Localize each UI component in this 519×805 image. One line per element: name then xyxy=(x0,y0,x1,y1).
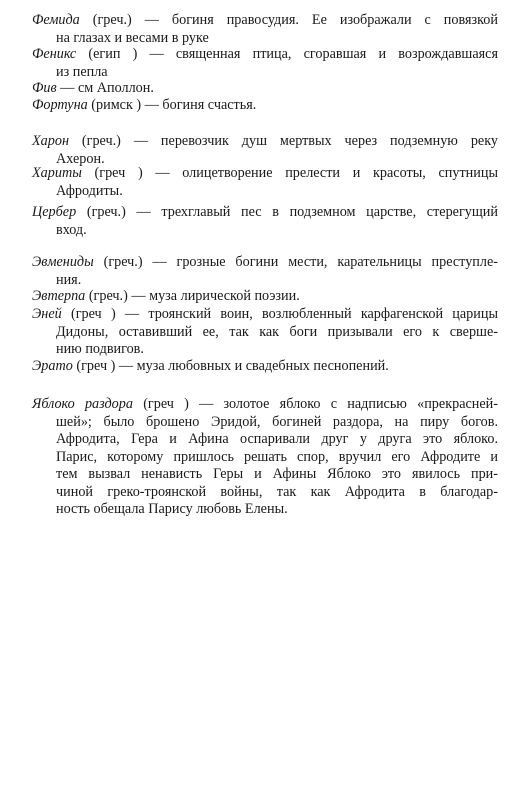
entry-line xyxy=(32,288,498,306)
entry-definition: (греч.) — трехглавый пес в подземном царстве, стерегущий xyxy=(76,204,498,220)
entry-term: Цербер xyxy=(32,204,77,220)
entry-femida xyxy=(32,12,498,47)
entry-definition: (римск ) — богиня счастья. xyxy=(87,97,257,113)
entry-definition: (греч.) — перевозчик душ мертвых через подземную реку xyxy=(69,133,498,149)
entry-term: Яблоко раздора xyxy=(32,396,133,412)
entry-line: на глазах и весами в руке xyxy=(56,29,209,46)
entry-line: Парис, которому пришлось решать спор, вручил его Афродите и xyxy=(56,448,498,465)
entry-line xyxy=(32,12,498,30)
entry-line: вход. xyxy=(56,221,87,238)
entry-definition: (егип ) — священная птица, сгоравшая и возрождавшаяся xyxy=(76,46,498,62)
entry-line: шей»; было брошено Эридой, богиней раздора, на пиру богов. xyxy=(56,413,498,430)
entry-term: Фив xyxy=(32,80,57,96)
entry-definition: (греч.) — муза лирической поэзии. xyxy=(85,288,300,304)
entry-definition: (греч ) — троянский воин, возлюбленный карфагенской царицы xyxy=(61,306,498,322)
entry-line xyxy=(32,204,498,222)
entry-evterpa xyxy=(32,288,498,306)
entry-term: Эней xyxy=(32,306,62,322)
entry-line: Дидоны, оставивший ее, так как боги призывали его к сверше- xyxy=(56,323,498,340)
entry-enei xyxy=(32,306,498,359)
entry-feniks xyxy=(32,46,498,81)
entry-line xyxy=(32,358,498,376)
entry-definition: (греч ) — олицетворение прелести и красоты, спутницы xyxy=(81,165,498,181)
entry-line xyxy=(32,165,498,183)
entry-evmenidy xyxy=(32,254,498,289)
entry-line xyxy=(32,396,498,414)
entry-line: Афродиты. xyxy=(56,182,123,199)
entry-line: из пепла xyxy=(56,63,108,80)
entry-line: Афродита, Гера и Афина оспаривали друг у друга это яблоко. xyxy=(56,431,498,447)
entry-line: ность обещала Парису любовь Елены. xyxy=(56,501,288,517)
entry-term: Феникс xyxy=(32,46,77,62)
entry-definition: (греч ) — золотое яблоко с надписью «прекрасней- xyxy=(132,396,498,412)
entry-definition: (греч ) — муза любовных и свадебных песнопений. xyxy=(72,358,389,374)
entry-erato xyxy=(32,358,498,376)
entry-line xyxy=(32,80,498,98)
entry-term: Хариты xyxy=(32,165,82,181)
entry-line: ния. xyxy=(56,271,82,288)
entry-definition: (греч.) — грозные богини мести, карательницы преступле- xyxy=(93,254,498,270)
entry-tserber xyxy=(32,204,498,239)
entry-fortuna xyxy=(32,97,498,115)
entry-term: Эвмениды xyxy=(32,254,94,270)
entry-khority xyxy=(32,165,498,200)
entry-line xyxy=(32,46,498,64)
entry-definition: (греч.) — богиня правосудия. Ее изображали с повязкой xyxy=(79,12,498,28)
entry-term: Фортуна xyxy=(32,97,88,113)
entry-term: Фемида xyxy=(32,12,80,28)
entry-line xyxy=(32,133,498,151)
entry-line: чиной греко-троянской войны, так как Афродита в благодар- xyxy=(56,483,498,500)
entry-line xyxy=(32,306,498,324)
entry-term: Эрато xyxy=(32,358,73,374)
entry-yabloko-razdora xyxy=(32,396,498,519)
entry-line: Ахерон. xyxy=(56,150,105,167)
entry-line xyxy=(32,97,498,115)
entry-line xyxy=(32,254,498,272)
entry-line: тем вызвал ненависть Геры и Афины Яблоко это явилось при- xyxy=(56,466,498,482)
entry-term: Эвтерпа xyxy=(32,288,86,304)
entry-fiv xyxy=(32,80,498,98)
entry-line: нию подвигов. xyxy=(56,341,144,357)
entry-kharon xyxy=(32,133,498,168)
entry-definition: — см Аполлон. xyxy=(56,80,154,96)
entry-term: Харон xyxy=(32,133,69,149)
